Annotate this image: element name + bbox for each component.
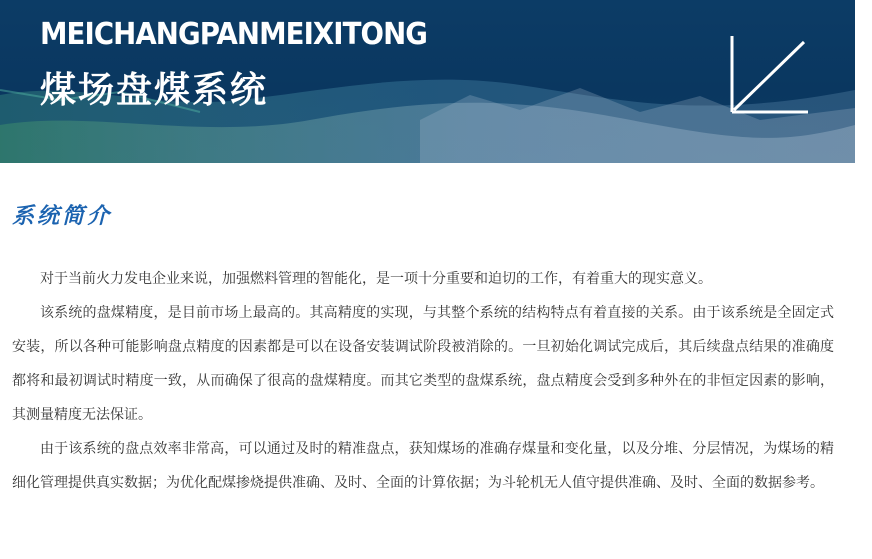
banner-english-title: MEICHANGPANMEIXITONG <box>40 17 427 52</box>
paragraph: 对于当前火力发电企业来说，加强燃料管理的智能化，是一项十分重要和迫切的工作，有着重大的现实意义。 <box>40 271 712 287</box>
header-banner <box>0 0 855 163</box>
section-title: 系统简介 <box>12 204 113 229</box>
banner-chinese-title: 煤场盘煤系统 <box>40 70 269 111</box>
paragraph: 该系统的盘煤精度，是目前市场上最高的。其高精度的实现，与其整个系统的结构特点有着直接的关系。由于该系统是全固定式安装，所以各种可能影响盘点精度的因素都是可以在设备安装调试阶段被消除的。一旦初始化调试完成后，其后续盘点结果的准确度都将和最初调试时精度一致，从而确保了很高的盘煤精度。而其它类型的盘煤系统，盘点精度会受到多种外在的非恒定因素的影响，其测量精度无法保证。 <box>12 305 834 423</box>
banner-edge <box>855 0 872 163</box>
diagonal-arrow-icon <box>728 36 808 116</box>
section-body <box>12 262 834 500</box>
paragraph: 由于该系统的盘点效率非常高，可以通过及时的精准盘点，获知煤场的准确存煤量和变化量，以及分堆、分层情况，为煤场的精细化管理提供真实数据；为优化配煤掺烧提供准确、及时、全面的计算依据；为斗轮机无人值守提供准确、及时、全面的数据参考。 <box>12 441 834 491</box>
